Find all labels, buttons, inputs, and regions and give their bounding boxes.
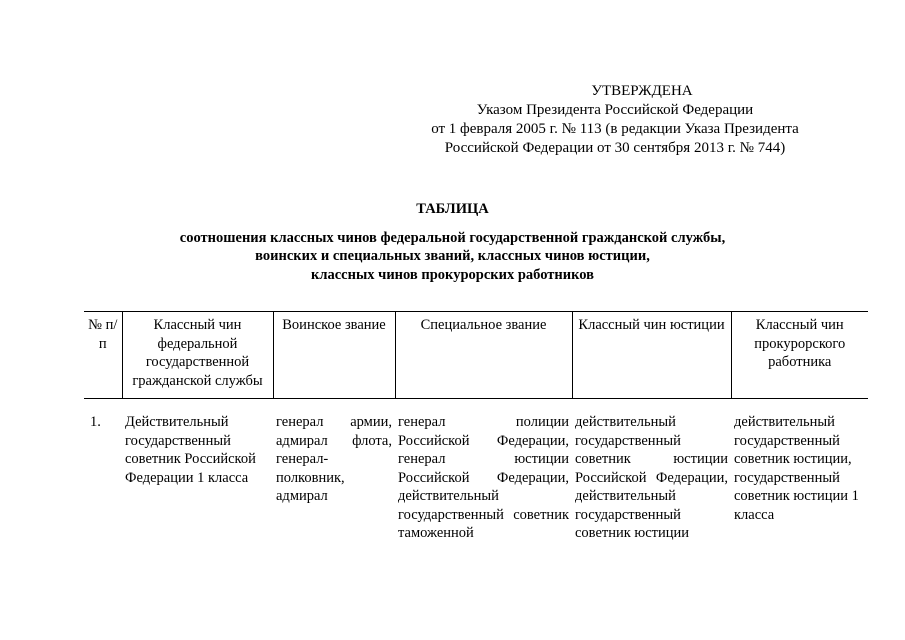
header-number: № п/п	[84, 312, 122, 399]
cell-prosecutor-rank: действительный государственный советник юстиции, государственный советник юстиции 1 класса	[734, 414, 859, 523]
approval-title: УТВЕРЖДЕНА	[591, 83, 693, 99]
cell-special-rank: генерал полиции Российской Федерации, генерал юстиции Российской Федерации, действительный государственный советник таможенной	[398, 414, 569, 541]
table-header-row	[84, 312, 868, 399]
cell-civil-rank: Действительный государственный советник Российской Федерации 1 класса	[125, 414, 256, 486]
ranks-table	[84, 311, 868, 543]
approval-line: Указом Президента Российской Федерации	[476, 102, 754, 118]
approval-line: от 1 февраля 2005 г. № 113 (в редакции Указа Президента	[431, 121, 799, 137]
cell-military-rank: генерал армии, адмирал флота, генерал-полковник, адмирал	[276, 414, 392, 504]
document-subtitle-line: классных чинов прокурорских работников	[310, 266, 594, 283]
cell-justice-rank: действительный государственный советник юстиции Российской Федерации, действительный государственный советник юстиции	[575, 414, 728, 541]
header-prosecutor-rank: Классный чин прокурорского работника	[731, 312, 868, 399]
header-special-rank: Специальное звание	[395, 312, 572, 399]
approval-line: Российской Федерации от 30 сентября 2013 г. № 744)	[444, 140, 786, 156]
header-justice-rank: Классный чин юстиции	[572, 312, 731, 399]
header-military-rank: Воинское звание	[273, 312, 395, 399]
header-civil-rank: Классный чин федеральной государственной гражданской службы	[122, 312, 273, 399]
cell-number: 1.	[90, 414, 101, 430]
document-subtitle-line: воинских и специальных званий, классных чинов юстиции,	[255, 248, 650, 264]
table-row	[84, 399, 868, 543]
document-subtitle-line: соотношения классных чинов федеральной государственной гражданской службы,	[179, 229, 726, 246]
approval-block	[380, 82, 850, 158]
document-heading	[0, 200, 905, 284]
ranks-table-container	[84, 311, 868, 543]
document-title: ТАБЛИЦА	[416, 201, 489, 217]
